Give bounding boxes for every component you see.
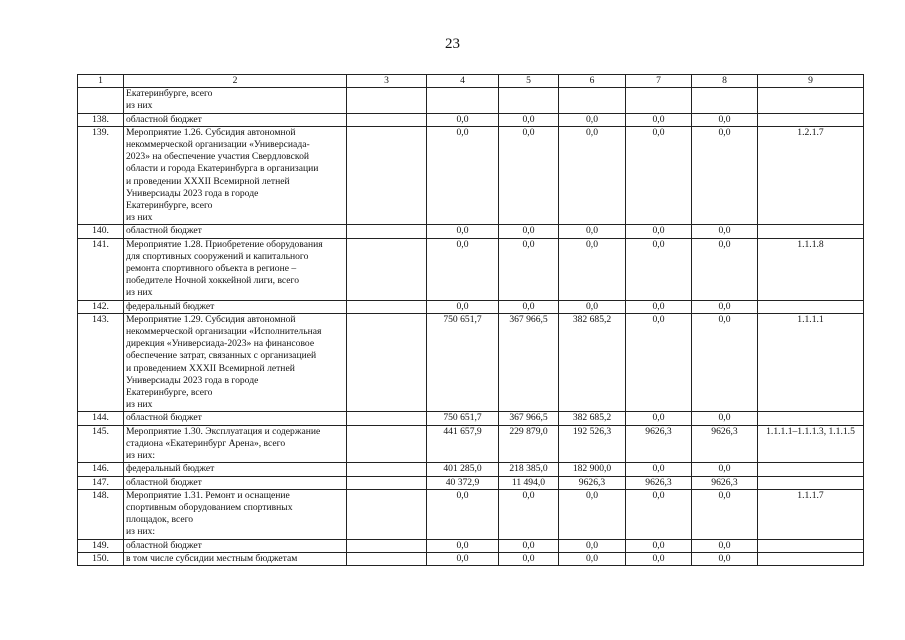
table-row — [78, 539, 864, 552]
cell-col-7: 0,0 — [626, 463, 692, 476]
cell-col-3 — [347, 225, 427, 238]
cell-col-4: 0,0 — [427, 300, 499, 313]
cell-col-8: 0,0 — [692, 300, 758, 313]
table-row — [78, 489, 864, 539]
description-line: из них — [126, 287, 153, 299]
description-line: Екатеринбурге, всего — [126, 200, 213, 212]
row-number: 140. — [78, 225, 124, 238]
cell-col-9-target-ref — [758, 88, 864, 113]
row-number: 142. — [78, 300, 124, 313]
cell-col-6: 0,0 — [559, 238, 626, 300]
cell-col-5: 11 494,0 — [499, 476, 559, 489]
cell-col-7: 9626,3 — [626, 476, 692, 489]
row-description — [124, 412, 347, 425]
description-line: стадиона «Екатеринбург Арена», всего — [126, 437, 286, 449]
row-description — [124, 88, 347, 113]
cell-col-5: 0,0 — [499, 113, 559, 126]
row-number: 143. — [78, 313, 124, 412]
description-line: некоммерческой организации «Исполнительная — [126, 326, 322, 338]
table-row — [78, 88, 864, 113]
column-header-8: 8 — [692, 75, 758, 88]
cell-col-7: 0,0 — [626, 126, 692, 225]
table-row — [78, 463, 864, 476]
cell-col-3 — [347, 88, 427, 113]
row-number: 146. — [78, 463, 124, 476]
column-header-7: 7 — [626, 75, 692, 88]
column-header-4: 4 — [427, 75, 499, 88]
cell-col-7: 0,0 — [626, 412, 692, 425]
cell-col-4: 401 285,0 — [427, 463, 499, 476]
description-line: из них: — [126, 526, 156, 538]
cell-col-6: 0,0 — [559, 489, 626, 539]
cell-col-5 — [499, 88, 559, 113]
cell-col-6: 0,0 — [559, 539, 626, 552]
description-line: спортивным оборудованием спортивных — [126, 501, 293, 513]
description-line: дирекция «Универсиада-2023» на финансовое — [126, 338, 315, 350]
row-number: 150. — [78, 552, 124, 565]
description-line: области и города Екатеринбурга в организации — [126, 163, 319, 175]
description-line: Универсиады 2023 года в городе — [126, 374, 259, 386]
cell-col-7: 0,0 — [626, 113, 692, 126]
table-body — [78, 88, 864, 566]
cell-col-5: 367 966,5 — [499, 313, 559, 412]
cell-col-3 — [347, 300, 427, 313]
description-line: Мероприятие 1.26. Субсидия автономной — [126, 126, 296, 138]
cell-col-4: 0,0 — [427, 489, 499, 539]
header-row — [78, 75, 864, 88]
cell-col-7 — [626, 88, 692, 113]
cell-col-4 — [427, 88, 499, 113]
description-line: и проведении XXXII Всемирной летней — [126, 175, 290, 187]
table-row — [78, 126, 864, 225]
row-description — [124, 238, 347, 300]
cell-col-5: 0,0 — [499, 126, 559, 225]
description-line: федеральный бюджет — [126, 463, 215, 475]
column-header-5: 5 — [499, 75, 559, 88]
cell-col-3 — [347, 425, 427, 463]
table-row — [78, 412, 864, 425]
description-line: победителе Ночной хоккейной лиги, всего — [126, 275, 300, 287]
cell-col-3 — [347, 489, 427, 539]
cell-col-5: 218 385,0 — [499, 463, 559, 476]
description-line: федеральный бюджет — [126, 300, 215, 312]
cell-col-6: 192 526,3 — [559, 425, 626, 463]
cell-col-4: 0,0 — [427, 225, 499, 238]
cell-col-4: 0,0 — [427, 238, 499, 300]
description-line: в том числе субсидии местным бюджетам — [126, 552, 298, 564]
cell-col-9-target-ref: 1.2.1.7 — [758, 126, 864, 225]
cell-col-8: 0,0 — [692, 126, 758, 225]
table-row — [78, 313, 864, 412]
cell-col-6 — [559, 88, 626, 113]
row-description — [124, 489, 347, 539]
table-row — [78, 476, 864, 489]
description-line: и проведением XXXII Всемирной летней — [126, 362, 295, 374]
cell-col-7: 0,0 — [626, 238, 692, 300]
description-line: Мероприятие 1.28. Приобретение оборудования — [126, 238, 323, 250]
cell-col-6: 382 685,2 — [559, 412, 626, 425]
row-description — [124, 539, 347, 552]
cell-col-7: 0,0 — [626, 539, 692, 552]
cell-col-6: 0,0 — [559, 552, 626, 565]
cell-col-9-target-ref — [758, 539, 864, 552]
cell-col-8: 9626,3 — [692, 425, 758, 463]
row-description — [124, 552, 347, 565]
cell-col-9-target-ref — [758, 552, 864, 565]
cell-col-9-target-ref — [758, 476, 864, 489]
cell-col-8: 0,0 — [692, 489, 758, 539]
description-line: областной бюджет — [126, 113, 202, 125]
row-description — [124, 300, 347, 313]
cell-col-6: 9626,3 — [559, 476, 626, 489]
description-line: ремонта спортивного объекта в регионе – — [126, 263, 297, 275]
table-row — [78, 425, 864, 463]
description-line: областной бюджет — [126, 539, 202, 551]
column-header-6: 6 — [559, 75, 626, 88]
cell-col-8: 9626,3 — [692, 476, 758, 489]
row-number: 147. — [78, 476, 124, 489]
cell-col-5: 0,0 — [499, 552, 559, 565]
description-line: для спортивных сооружений и капитального — [126, 250, 309, 262]
description-line: Мероприятие 1.30. Эксплуатация и содержание — [126, 425, 321, 437]
cell-col-5: 0,0 — [499, 300, 559, 313]
cell-col-9-target-ref: 1.1.1.1–1.1.1.3, 1.1.1.5 — [758, 425, 864, 463]
row-number — [78, 88, 124, 113]
description-line: Универсиады 2023 года в городе — [126, 187, 259, 199]
cell-col-5: 0,0 — [499, 225, 559, 238]
description-line: областной бюджет — [126, 476, 202, 488]
row-description — [124, 476, 347, 489]
description-line: Мероприятие 1.29. Субсидия автономной — [126, 313, 296, 325]
table-row — [78, 113, 864, 126]
cell-col-8: 0,0 — [692, 412, 758, 425]
cell-col-8 — [692, 88, 758, 113]
cell-col-8: 0,0 — [692, 225, 758, 238]
row-number: 144. — [78, 412, 124, 425]
cell-col-9-target-ref — [758, 412, 864, 425]
cell-col-4: 750 651,7 — [427, 313, 499, 412]
table-row — [78, 300, 864, 313]
cell-col-3 — [347, 539, 427, 552]
cell-col-8: 0,0 — [692, 238, 758, 300]
page-number: 23 — [445, 36, 460, 52]
budget-table — [77, 74, 864, 566]
cell-col-6: 182 900,0 — [559, 463, 626, 476]
column-header-9: 9 — [758, 75, 864, 88]
description-line: 2023» на обеспечение участия Свердловской — [126, 151, 310, 163]
description-line: областной бюджет — [126, 225, 202, 237]
cell-col-9-target-ref — [758, 463, 864, 476]
description-line: Екатеринбурге, всего — [126, 88, 213, 100]
column-header-1: 1 — [78, 75, 124, 88]
cell-col-6: 0,0 — [559, 225, 626, 238]
cell-col-8: 0,0 — [692, 463, 758, 476]
cell-col-7: 9626,3 — [626, 425, 692, 463]
description-line: областной бюджет — [126, 412, 202, 424]
row-description — [124, 126, 347, 225]
cell-col-3 — [347, 552, 427, 565]
cell-col-5: 229 879,0 — [499, 425, 559, 463]
table-row — [78, 552, 864, 565]
cell-col-4: 0,0 — [427, 113, 499, 126]
cell-col-3 — [347, 313, 427, 412]
cell-col-6: 382 685,2 — [559, 313, 626, 412]
cell-col-9-target-ref — [758, 225, 864, 238]
cell-col-9-target-ref: 1.1.1.1 — [758, 313, 864, 412]
cell-col-5: 0,0 — [499, 238, 559, 300]
cell-col-5: 367 966,5 — [499, 412, 559, 425]
column-header-2: 2 — [124, 75, 347, 88]
cell-col-9-target-ref: 1.1.1.8 — [758, 238, 864, 300]
cell-col-5: 0,0 — [499, 489, 559, 539]
row-number: 149. — [78, 539, 124, 552]
cell-col-8: 0,0 — [692, 552, 758, 565]
cell-col-3 — [347, 113, 427, 126]
row-number: 148. — [78, 489, 124, 539]
cell-col-3 — [347, 126, 427, 225]
cell-col-3 — [347, 238, 427, 300]
description-line: из них — [126, 100, 153, 112]
cell-col-8: 0,0 — [692, 539, 758, 552]
description-line: площадок, всего — [126, 514, 194, 526]
description-line: обеспечение затрат, связанных с организацией — [126, 350, 317, 362]
description-line: Мероприятие 1.31. Ремонт и оснащение — [126, 489, 290, 501]
row-number: 138. — [78, 113, 124, 126]
cell-col-3 — [347, 463, 427, 476]
cell-col-4: 441 657,9 — [427, 425, 499, 463]
cell-col-8: 0,0 — [692, 313, 758, 412]
row-description — [124, 313, 347, 412]
description-line: из них: — [126, 450, 156, 462]
cell-col-7: 0,0 — [626, 552, 692, 565]
cell-col-7: 0,0 — [626, 300, 692, 313]
description-line: Екатеринбурге, всего — [126, 387, 213, 399]
cell-col-3 — [347, 412, 427, 425]
cell-col-4: 40 372,9 — [427, 476, 499, 489]
cell-col-7: 0,0 — [626, 489, 692, 539]
cell-col-4: 0,0 — [427, 126, 499, 225]
description-line: некоммерческой организации «Универсиада- — [126, 139, 310, 151]
cell-col-8: 0,0 — [692, 113, 758, 126]
row-number: 141. — [78, 238, 124, 300]
cell-col-9-target-ref — [758, 113, 864, 126]
description-line: из них — [126, 399, 153, 411]
description-line: из них — [126, 212, 153, 224]
column-header-3: 3 — [347, 75, 427, 88]
cell-col-7: 0,0 — [626, 225, 692, 238]
table-row — [78, 238, 864, 300]
cell-col-6: 0,0 — [559, 113, 626, 126]
cell-col-6: 0,0 — [559, 300, 626, 313]
cell-col-4: 750 651,7 — [427, 412, 499, 425]
row-description — [124, 425, 347, 463]
cell-col-7: 0,0 — [626, 313, 692, 412]
cell-col-9-target-ref: 1.1.1.7 — [758, 489, 864, 539]
row-number: 139. — [78, 126, 124, 225]
cell-col-4: 0,0 — [427, 539, 499, 552]
cell-col-3 — [347, 476, 427, 489]
cell-col-4: 0,0 — [427, 552, 499, 565]
cell-col-9-target-ref — [758, 300, 864, 313]
row-number: 145. — [78, 425, 124, 463]
cell-col-6: 0,0 — [559, 126, 626, 225]
row-description — [124, 225, 347, 238]
table-row — [78, 225, 864, 238]
row-description — [124, 463, 347, 476]
cell-col-5: 0,0 — [499, 539, 559, 552]
row-description — [124, 113, 347, 126]
